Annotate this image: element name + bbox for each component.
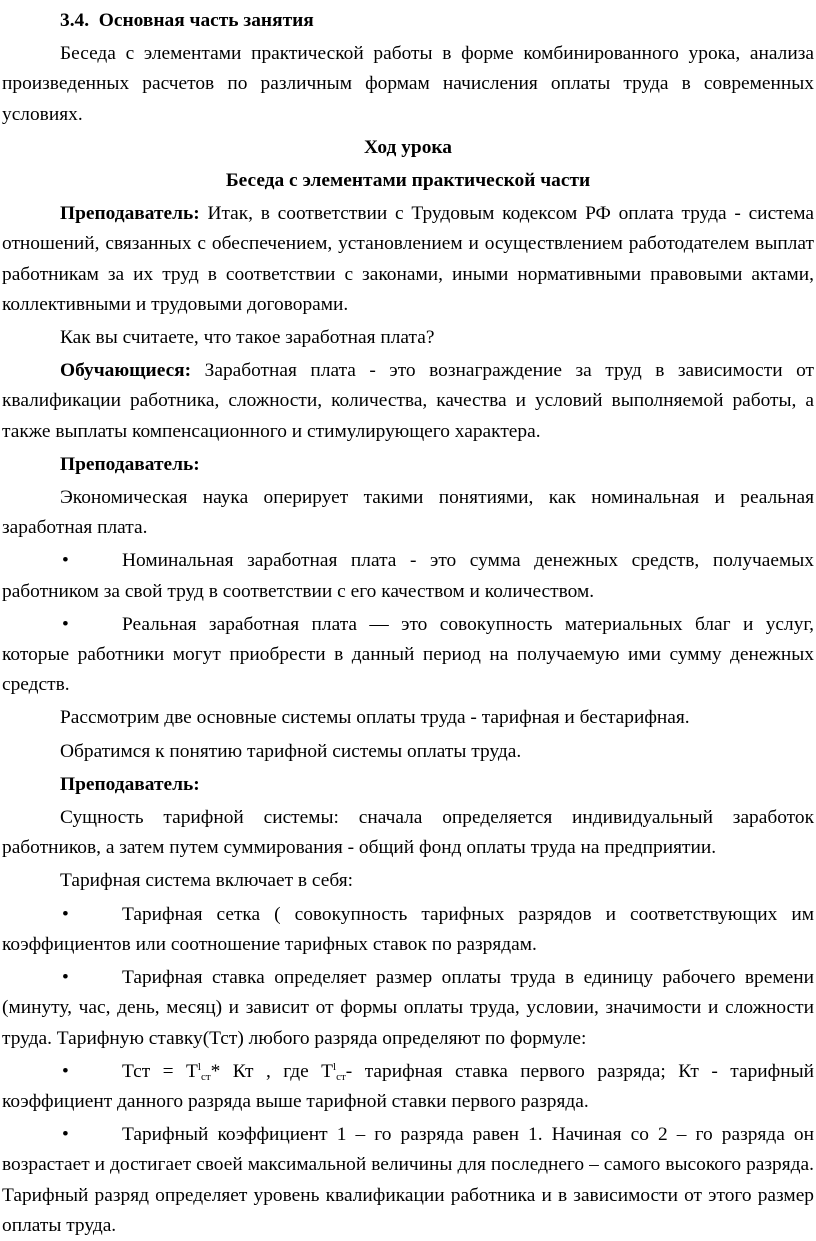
bullet-item-grid: • Тарифная сетка ( совокупность тарифных разрядов и соответствующих им коэффициентов или соотношение тарифных ставок по разрядам. (2, 900, 814, 960)
lesson-subtitle: Беседа с элементами практической части (225, 170, 591, 192)
question-paragraph: Как вы считаете, что такое заработная плата? (60, 327, 435, 349)
teacher-paragraph-1 (2, 199, 814, 320)
economics-paragraph: Экономическая наука оперирует такими понятиями, как номинальная и реальная заработная плата. (2, 487, 814, 539)
two-systems-paragraph: Рассмотрим две основные системы оплаты труда - тарифная и бестарифная. (60, 707, 690, 729)
bullet-item-real: • Реальная заработная плата — это совокупность материальных благ и услуг, которые работники могут приобрести в данный период на получаемую ими сумму денежных средств. (2, 610, 814, 701)
bullet-item-nominal: • Номинальная заработная плата - это сумма денежных средств, получаемых работником за свой труд в соответствии с его качеством и количеством. (2, 546, 814, 606)
tariff-concept-paragraph: Обратимся к понятию тарифной системы оплаты труда. (60, 740, 522, 762)
students-paragraph (2, 356, 814, 447)
section-title: Основная часть занятия (98, 10, 314, 31)
includes-paragraph: Тарифная система включает в себя: (60, 870, 354, 892)
teacher-label: Преподаватель: (60, 453, 200, 475)
paragraph-text: Заработная плата - это вознаграждение за труд в зависимости от квалификации работника, сложности, количества, качества и условий выполняемой работы, а также выплаты компенсационного и стимулирующего характера. (2, 360, 814, 442)
speaker-label: Преподаватель: (60, 203, 200, 225)
essence-paragraph: Сущность тарифной системы: сначала определяется индивидуальный заработок работников, а затем путем суммирования - общий фонд оплаты труда на предприятии. (2, 807, 814, 859)
bullet-item-coefficient: • Тарифный коэффициент 1 – го разряда равен 1. Начиная со 2 – го разряда он возрастает и достигает своей максимальной величины для последнего – самого высокого разряда. Тарифный разряд определяет уровень квалификации работника и в зависимости от этого размер оплаты труда. (2, 1120, 814, 1241)
section-number: 3.4. (60, 10, 90, 31)
lesson-title: Ход урока (364, 136, 452, 158)
teacher-label: Преподаватель: (60, 773, 200, 795)
speaker-label: Обучающиеся: (60, 360, 192, 382)
intro-paragraph: Беседа с элементами практической работы в форме комбинированного урока, анализа произведенных расчетов по различным формам начисления оплаты труда в современных условиях. (2, 43, 814, 125)
bullet-item-formula: • Тст = $Т^l_{ст}*$ Кт , где $Т^l_{ст}-$ тарифная ставка первого разряда; Кт - тарифный коэффициент данного разряда выше тарифной ставки первого разряда. (2, 1057, 814, 1117)
paragraph-text: Итак, в соответствии с Трудовым кодексом РФ оплата труда - система отношений, связанных с обеспечением, установлением и осуществлением работодателем выплат работникам за их труд в соответствии с законами, иными нормативными правовыми актами, коллективными и трудовыми договорами. (2, 203, 814, 315)
bullet-item-rate: • Тарифная ставка определяет размер оплаты труда в единицу рабочего времени (минуту, час, день, месяц) и зависит от формы оплаты труда, условии, значимости и сложности труда. Тарифную ставку(Тст) любого разряда определяют по формуле: (2, 963, 814, 1054)
section-heading (2, 6, 814, 36)
